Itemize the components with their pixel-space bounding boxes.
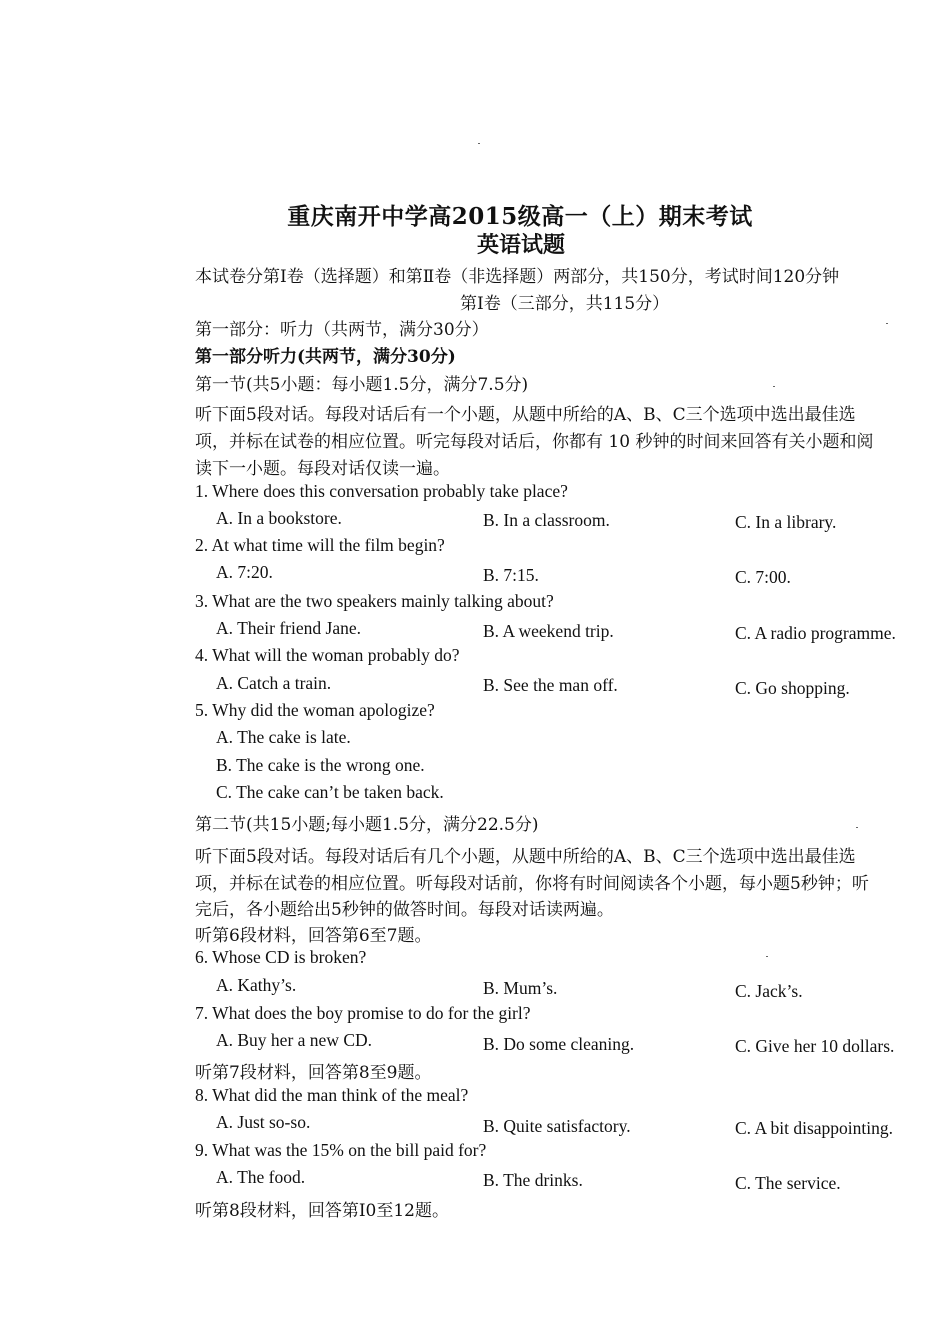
q5-option-a: A. The cake is late. (216, 727, 351, 747)
question-3: 3. What are the two speakers mainly talking about? (195, 591, 554, 611)
scan-speck (856, 827, 858, 828)
question-6: 6. Whose CD is broken? (195, 947, 367, 967)
q7-option-b: B. Do some cleaning. (483, 1034, 635, 1054)
q9-option-a: A. The food. (216, 1167, 306, 1187)
question-9: 9. What was the 15% on the bill paid for? (195, 1140, 487, 1160)
listen-material-8: 听第8段材料，回答第I0至12题。 (195, 1201, 449, 1221)
q3-option-a: A. Their friend Jane. (216, 618, 361, 638)
section-two-instruction-1: 听下面5段对话。每段对话后有几个小题，从题中所给的A、B、C三个选项中选出最佳选 (195, 847, 856, 867)
section-two-heading: 第二节(共15小题;每小题1.5分，满分22.5分) (195, 815, 539, 835)
section-one-instruction-1: 听下面5段对话。每段对话后有一个小题，从题中所给的A、B、C三个选项中选出最佳选 (195, 405, 856, 425)
q8-option-b: B. Quite satisfactory. (483, 1116, 631, 1136)
question-2: 2. At what time will the film begin? (195, 535, 445, 555)
q5-option-b: B. The cake is the wrong one. (216, 755, 425, 775)
q4-option-a: A. Catch a train. (216, 673, 332, 693)
section-two-instruction-3: 完后，各小题给出5秒钟的做答时间。每段对话读两遍。 (195, 900, 614, 920)
section-two-instruction-2: 项，并标在试卷的相应位置。听每段对话前，你将有时间阅读各个小题，每小题5秒钟；听 (195, 874, 869, 894)
q3-option-c: C. A radio programme. (735, 623, 896, 643)
question-7: 7. What does the boy promise to do for the girl? (195, 1003, 531, 1023)
q4-option-c: C. Go shopping. (735, 678, 850, 698)
exam-title: 重庆南开中学高2015级高一（上）期末考试 (287, 203, 753, 230)
q8-option-a: A. Just so-so. (216, 1112, 311, 1132)
q5-option-c: C. The cake can’t be taken back. (216, 782, 444, 802)
listen-material-6: 听第6段材料，回答第6至7题。 (195, 926, 432, 946)
question-5: 5. Why did the woman apologize? (195, 700, 435, 720)
q9-option-c: C. The service. (735, 1173, 841, 1193)
q4-option-b: B. See the man off. (483, 675, 618, 695)
q3-option-b: B. A weekend trip. (483, 621, 614, 641)
scan-speck (773, 386, 775, 387)
q1-option-a: A. In a bookstore. (216, 508, 342, 528)
q7-option-c: C. Give her 10 dollars. (735, 1036, 895, 1056)
listen-material-7: 听第7段材料，回答第8至9题。 (195, 1063, 432, 1083)
q2-option-a: A. 7:20. (216, 562, 273, 582)
section-one-instruction-3: 读下一小题。每段对话仅读一遍。 (195, 459, 450, 479)
q6-option-c: C. Jack’s. (735, 981, 803, 1001)
section-one-heading: 第一节(共5小题：每小题1.5分，满分7.5分) (195, 375, 529, 395)
part-one-heading-bold: 第一部分听力(共两节，满分30分) (195, 347, 456, 367)
question-8: 8. What did the man think of the meal? (195, 1085, 469, 1105)
question-4: 4. What will the woman probably do? (195, 645, 460, 665)
section-one-instruction-2: 项，并标在试卷的相应位置。听完每段对话后，你都有 10 秒钟的时间来回答有关小题和阅 (195, 432, 874, 452)
paper-structure-note: 本试卷分第Ⅰ卷（选择题）和第Ⅱ卷（非选择题）两部分，共150分，考试时间120分钟 (195, 267, 840, 287)
q6-option-b: B. Mum’s. (483, 978, 558, 998)
scan-speck (478, 143, 480, 144)
q1-option-b: B. In a classroom. (483, 510, 610, 530)
volume-one-heading: 第Ⅰ卷（三部分，共115分） (460, 294, 670, 314)
part-one-heading: 第一部分：听力（共两节，满分30分） (195, 320, 489, 340)
q1-option-c: C. In a library. (735, 512, 837, 532)
q2-option-c: C. 7:00. (735, 567, 791, 587)
q8-option-c: C. A bit disappointing. (735, 1118, 894, 1138)
scan-speck (886, 323, 888, 324)
exam-subtitle: 英语试题 (476, 232, 565, 258)
q6-option-a: A. Kathy’s. (216, 975, 297, 995)
question-1: 1. Where does this conversation probably take place? (195, 481, 568, 501)
scan-speck (766, 956, 768, 957)
q7-option-a: A. Buy her a new CD. (216, 1030, 373, 1050)
q9-option-b: B. The drinks. (483, 1170, 583, 1190)
q2-option-b: B. 7:15. (483, 565, 539, 585)
